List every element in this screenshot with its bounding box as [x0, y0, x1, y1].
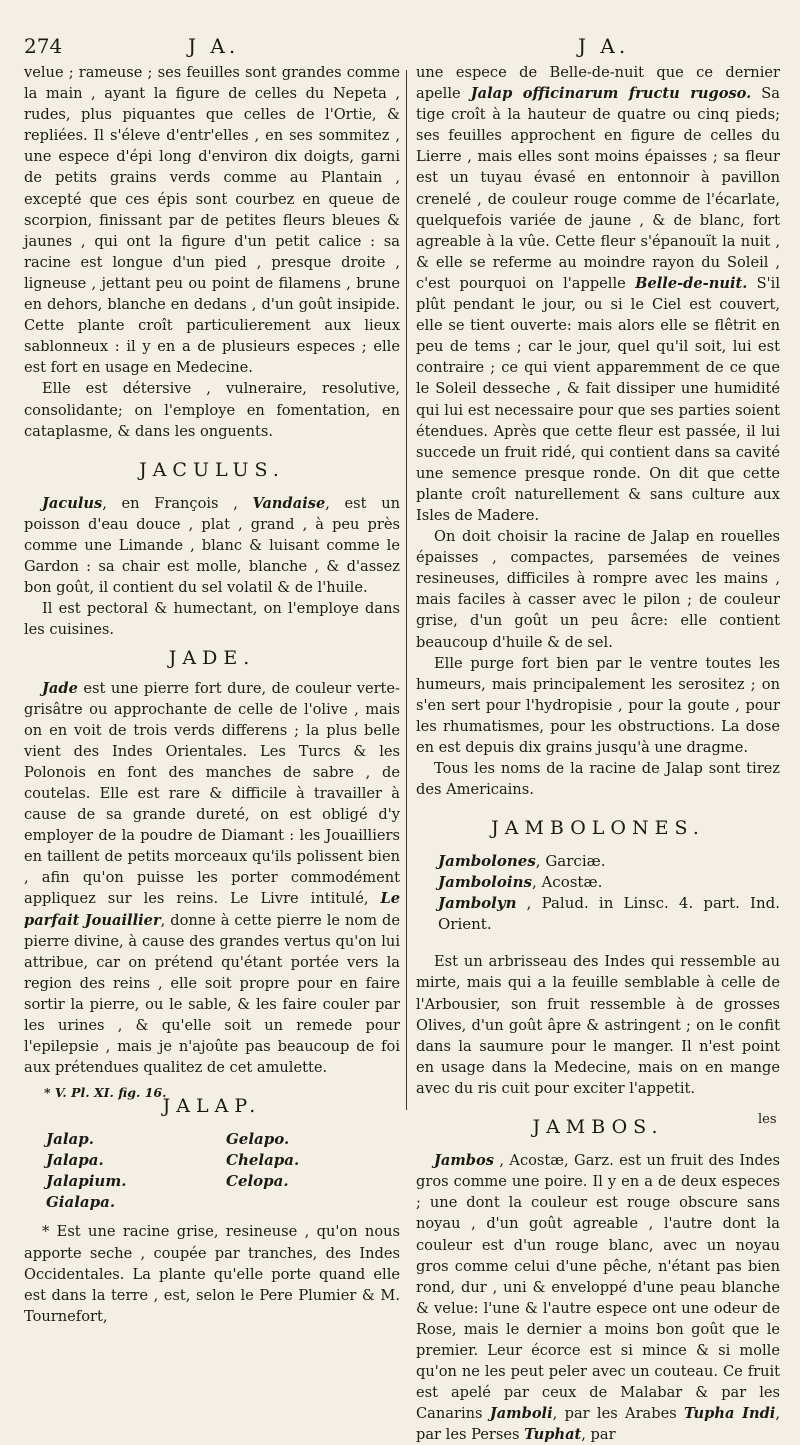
column-divider — [406, 70, 407, 1110]
right-column — [416, 62, 780, 1445]
synonym: Jalap. — [46, 1130, 94, 1149]
paragraph: Il est pectoral & humectant, on l'employe dans les cuisines. — [24, 600, 400, 639]
text-run: , en François , — [102, 494, 253, 512]
text-run: , est un poisson d'eau douce , plat , grand , à peu près comme une Limande , blanc & luisant comme le Gardon : sa chair est molle, blanche , & d'assez bon goût, il contient du sel volatil & de l'huile. — [24, 494, 400, 597]
entry-heading-jaculus: JACULUS. — [139, 458, 285, 481]
paragraph: Elle purge fort bien par le ventre toutes les humeurs, mais principalement les serositez ; on s'en sert pour l'hydropisie , pour la goute , pour les rhumatismes, pour les obstructions. La dose en est depuis dix grains jusqu'à une dragme. — [416, 654, 780, 756]
running-head-left: J A. — [188, 34, 240, 58]
plant-name: Belle-de-nuit. — [635, 274, 748, 292]
text-run: , par les Perses — [416, 1405, 780, 1444]
synonym — [438, 872, 780, 893]
synonym-name: Jamboloins — [438, 873, 532, 892]
catchword: les — [758, 1112, 777, 1127]
text-run: , donne à cette pierre le nom de pierre divine, à cause des grandes vertus qu'on lui attribue, car on prétend qu'étant portée vers la region des reins , elle soit propre pour en faire sortir la pierre, ou le sable, & les faire couler par les urines , & qu'elle soit un remede pour l'epilepsie , mais je n'ajoûte pas beaucoup de foi aux prétendues qualitez de cet amulette. — [24, 911, 401, 1077]
paragraph: Tous les noms de la racine de Jalap sont tirez des Americains. — [416, 760, 780, 799]
fruit-name: Jamboli — [489, 1405, 553, 1423]
paragraph: velue ; rameuse ; ses feuilles sont grandes comme la main , ayant la figure de celles du Nepeta , rudes, plus piquantes que celles de l'Ortie, & repliées. Il s'éleve d'entr'elles , en ses sommitez , une espece d'épi long d'environ dix doigts, garni de petits grains verds comme au Plantain , excepté que ces épis sont courbez en queue de scorpion, finissant par de petites fleurs bleues & jaunes , qui ont la figure d'un petit calice : sa racine est longue d'un pied , presque droite , ligneuse , jettant peu ou point de filamens , brune en dehors, blanche en dedans , d'un goût insipide. Cette plante croît particulierement aux lieux sablonneux : il y en a de plusieurs especes ; elle est fort en usage en Medecine. — [24, 64, 400, 377]
entry-term: Vandaise — [252, 494, 326, 512]
entry-term: Jade — [42, 679, 78, 697]
synonym: Jalapa. — [46, 1151, 104, 1170]
synonym-source: , Garciæ. — [535, 852, 606, 871]
paragraph: Elle est détersive , vulneraire, resolutive, consolidante; on l'employe en fomentation, en cataplasme, & dans les onguents. — [24, 380, 400, 440]
text-run: , Acostæ, Garz. est un fruit des Indes gros comme une poire. Il y en a de deux especes ; une dont la couleur est rouge obscure sans noyau , d'un goût agreable , l'autre dont la couleur est d'un rouge blanc, avec un noyau gros comme celui d'une pêche, n'étant pas bien rond, dur , uni & enveloppé d'une peau blanche & velue: l'une & l'autre espece ont une odeur de Rose, mais le dernier a moins bon goût que le premier. Leur écorce est si mince & si molle qu'on ne les peut peler avec un couteau. Ce fruit est apelé par ceux de Malabar & par les Canarins — [416, 1152, 780, 1423]
paragraph: On doit choisir la racine de Jalap en rouelles épaisses , compactes, parsemées de veines resineuses, difficiles à rompre avec les mains , mais faciles à casser avec le pilon ; de couleur grise, d'un goût un peu âcre: elle contient beaucoup d'huile & de sel. — [416, 528, 780, 651]
text-run: une espece de Belle-de-nuit que ce dernier apelle — [416, 64, 780, 103]
latin-name: Jalap officinarum fructu rugoso. — [470, 85, 752, 103]
synonym-name: Jambolones — [438, 852, 536, 871]
paragraph: * Est une racine grise, resineuse , qu'on nous apporte seche , coupée par tranches, des Indes Occidentales. La plante qu'elle porte quand elle est dans la terre , est, selon le Pere Plumier & M. Tournefort, — [24, 1223, 400, 1325]
entry-heading-jade: JADE. — [168, 647, 256, 670]
synonym: Celopa. — [226, 1172, 289, 1191]
fruit-name: Tupha Indi — [684, 1405, 776, 1423]
running-head-right: J A. — [578, 34, 630, 58]
entry-term: Jambos — [434, 1152, 494, 1170]
text-run: Sa tige croît à la hauteur de quatre ou cinq pieds; ses feuilles approchent en figure de celles du Lierre , mais elles sont moins épaisses ; sa fleur est un tuyau évasé en entonnoir à pavillon crenelé , de couleur rouge comme de l'écarlate, quelquefois variée de jaune , & de blanc, fort agreable à la vûe. Cette fleur s'épanouït la nuit , & elle se referme au moindre rayon du Soleil , c'est pourquoi on l'appelle — [416, 85, 780, 292]
synonym-list — [438, 851, 780, 935]
footnote: * V. Pl. XI. fig. 16. — [44, 1085, 167, 1100]
synonym-name: Jambolyn — [438, 894, 517, 913]
synonym: Jalapium. — [46, 1172, 127, 1191]
entry-heading-jambolones: JAMBOLONES. — [491, 817, 705, 840]
synonym-source: , Palud. in Linsc. 4. part. Ind. Orient. — [438, 894, 780, 934]
text-run: est une pierre fort dure, de couleur verte-grisâtre ou approchante de celle de l'olive , mais on en voit de trois verds differens ; la plus belle vient des Indes Orientales. Les Turcs & les Polonois en font des manches de sabre , de coutelas. Elle est rare & difficile à travailler à cause de sa grande dureté, on est obligé d'y employer de la poudre de Diamant : les Jouailliers en taillent de petits morceaux qu'ils polissent bien , afin qu'on puisse les porter commodément appliquez sur les reins. Le Livre intitulé, — [24, 679, 400, 908]
text-run: , par — [581, 1426, 616, 1444]
synonym — [438, 851, 780, 872]
synonym-source: , Acostæ. — [531, 873, 603, 892]
left-column — [24, 62, 400, 1327]
entry-term: Jaculus — [42, 494, 103, 512]
page-number: 274 — [24, 34, 63, 58]
synonym — [438, 893, 780, 935]
synonym: Gelapo. — [226, 1130, 290, 1149]
entry-heading-jalap: JALAP. — [162, 1095, 262, 1118]
paragraph — [416, 1150, 780, 1445]
text-run: S'il plût pendant le jour, ou si le Ciel est couvert, elle se tient ouverte: mais alors elle se flêtrit en peu de tems ; car le jour, quel qu'il soit, lui est contraire ; ce qui vient apparemment de ce que le Soleil desseche , & fait dissiper une humidité qui lui est necessaire pour que ses parties soient étendues. Après que cette fleur est passée, il lui succede un fruit ridé, qui contient dans sa cavité une semence presque ronde. On dit que cette plante croît naturellement & sans culture aux Isles de Madere. — [416, 274, 781, 524]
paragraph — [416, 62, 780, 526]
book-title: Le parfait Jouaillier — [24, 890, 400, 929]
synonym: Gialapa. — [46, 1193, 116, 1212]
text-run: , par les Arabes — [552, 1405, 685, 1423]
paragraph — [24, 678, 400, 1079]
paragraph: Est un arbrisseau des Indes qui ressemble au mirte, mais qui a la feuille semblable à celle de l'Arbousier, son fruit ressemble à de grosses Olives, d'un goût âpre & astringent ; on le confit dans la saumure pour le manger. Il n'est point en usage dans la Medecine, mais on en mange avec du ris cuit pour exciter l'appetit. — [416, 953, 780, 1097]
synonym: Chelapa. — [226, 1151, 300, 1170]
fruit-name: Tuphat — [524, 1426, 582, 1444]
paragraph — [24, 493, 400, 598]
entry-heading-jambos: JAMBOS. — [532, 1116, 664, 1139]
synonym-list — [46, 1129, 400, 1213]
